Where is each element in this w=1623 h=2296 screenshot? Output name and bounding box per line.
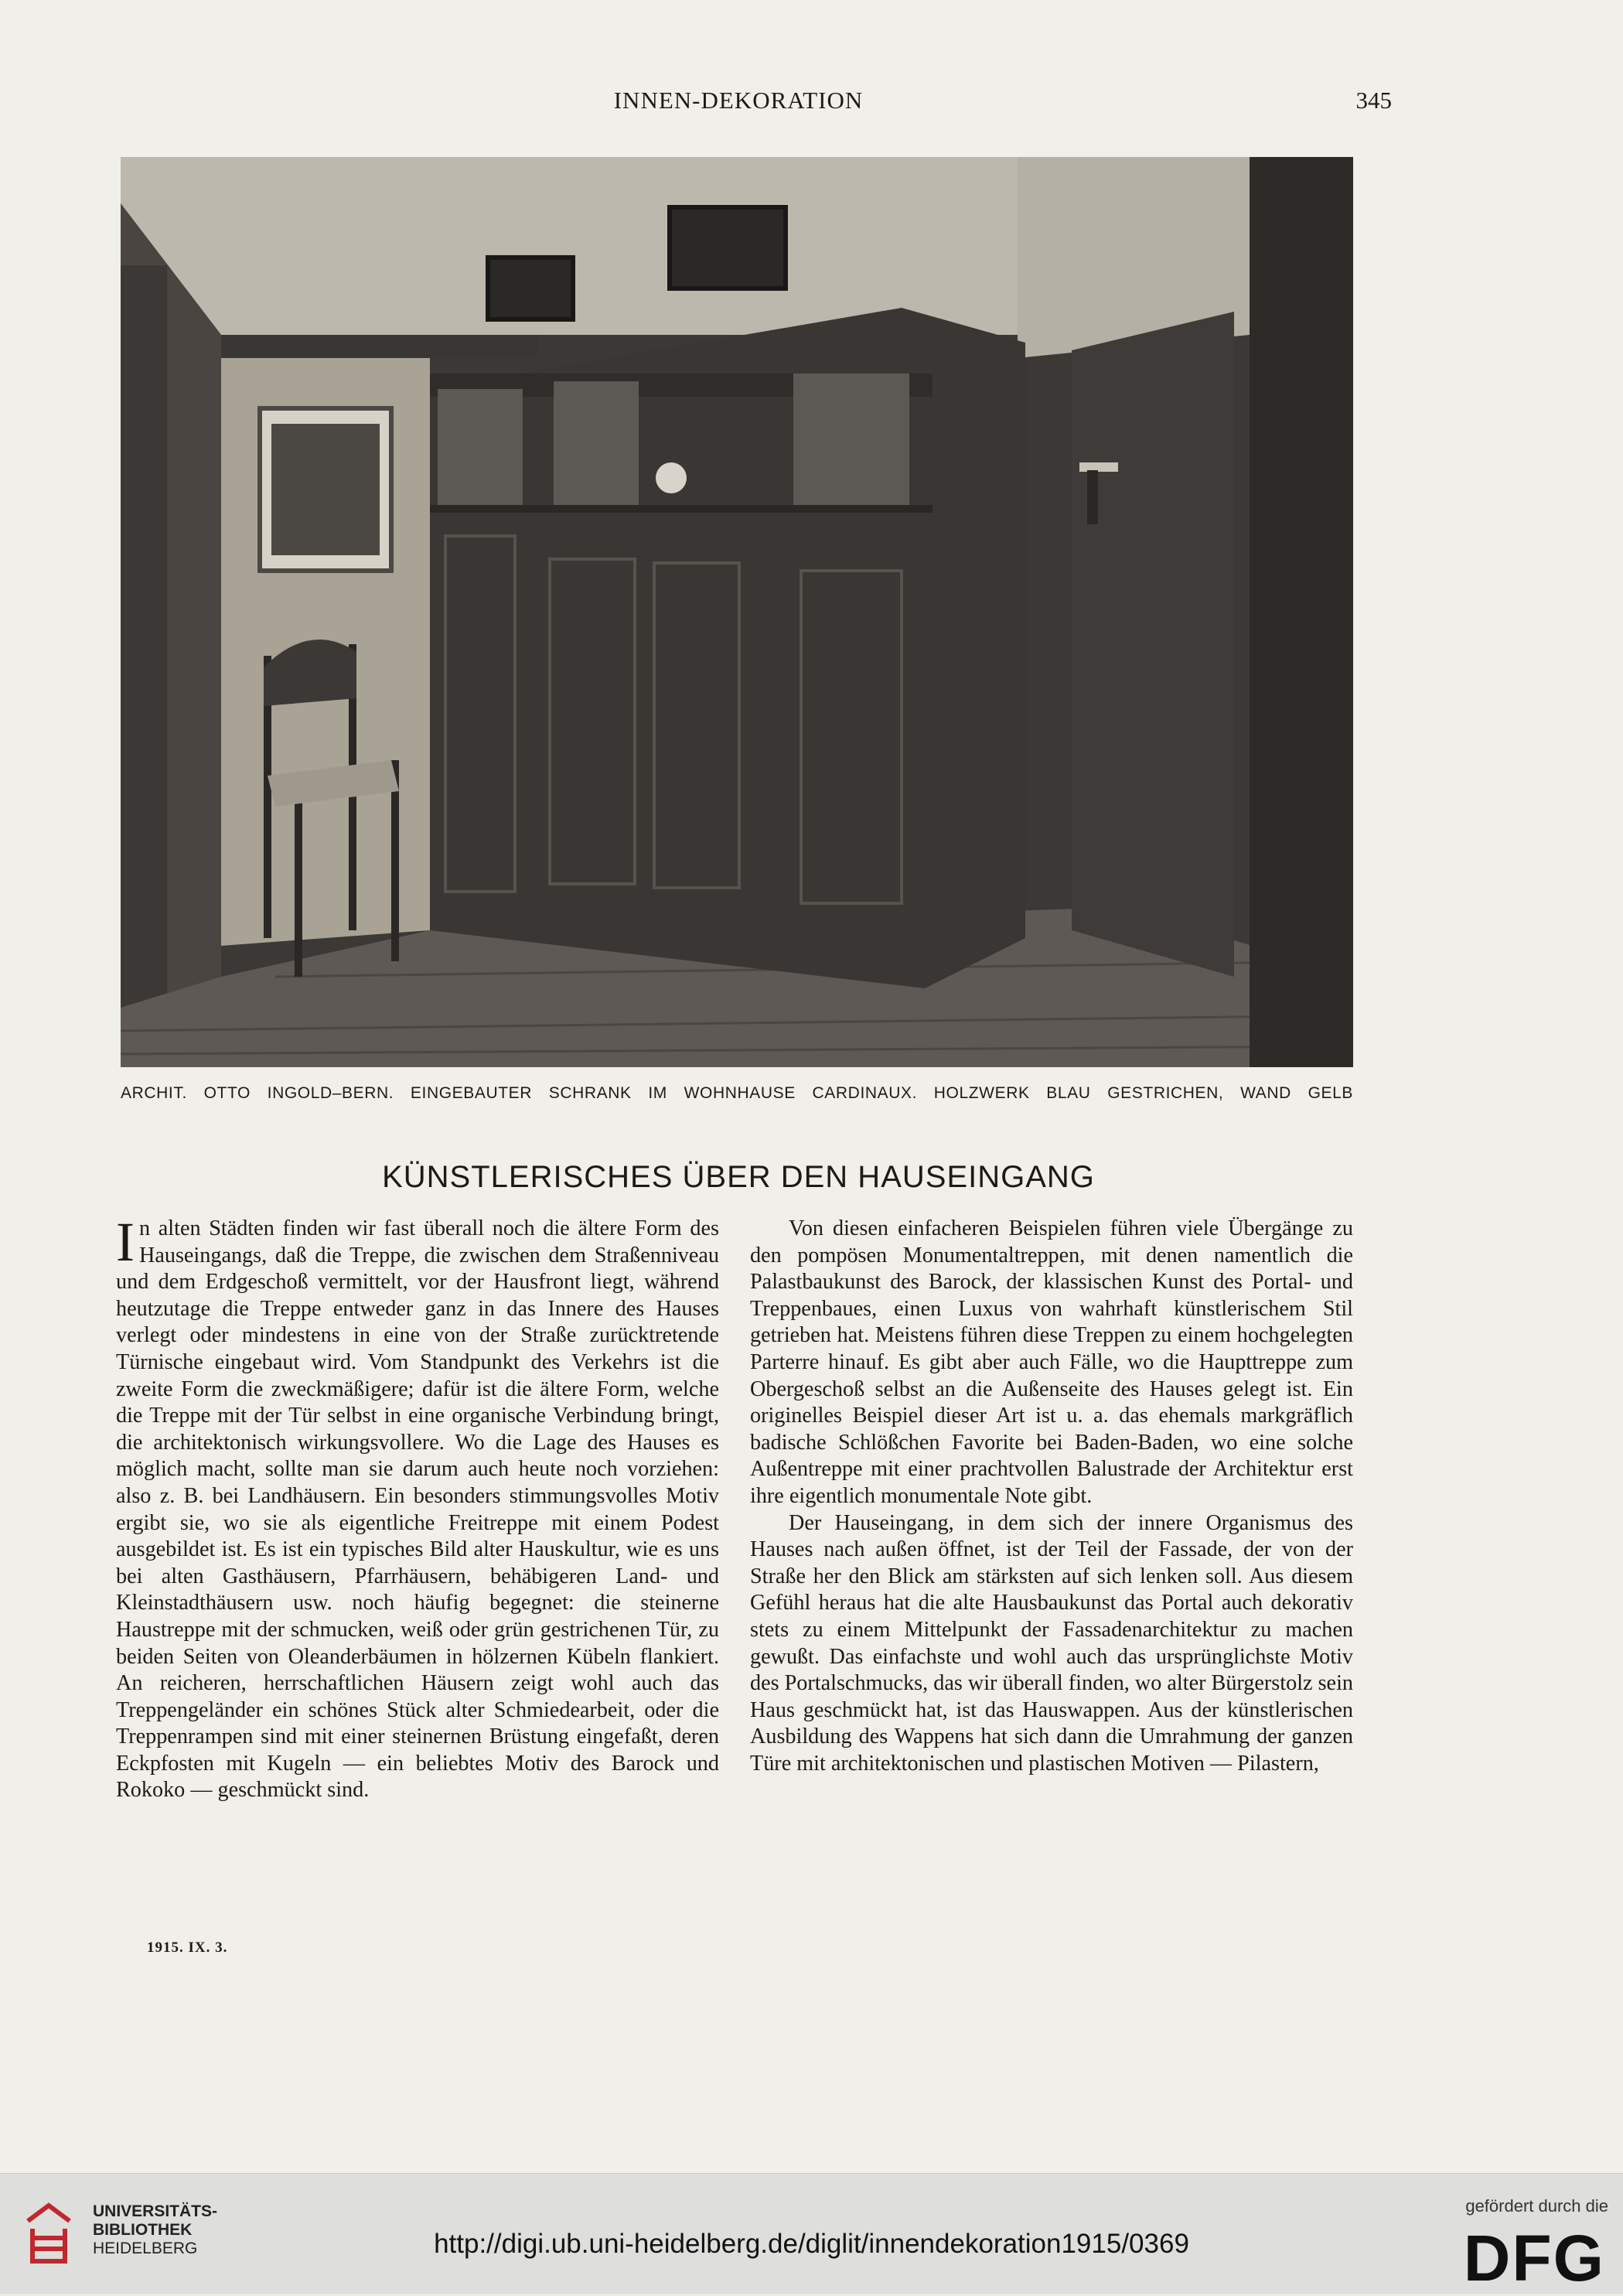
right-paragraph-1: Von diesen einfacheren Beispielen führen viele Übergänge zu den pompösen Monumentaltreppen, mit denen namentlich die Palastbaukunst des Barock, der klassischen Kunst des Portal- und Treppenbaues, einen Luxus von wahrhaft künstlerischem Stil getrieben hat. Meistens führen diese Treppen zu einem hochgelegten Parterre hinauf. Es gibt aber auch Fälle, wo die Haupttreppe zum Obergeschoß selbst an die Außenseite des Hauses gelegt ist. Ein originelles Beispiel dieser Art ist u. a. das ehemals markgräflich badische Schlößchen Favorite bei Baden-Baden, wo eine solche Außentreppe mit einer prachtvollen Balustrade der Architektur erst ihre eigentlich monumentale Note gibt. bbox=[750, 1216, 1353, 1508]
running-title: INNEN-DEKORATION bbox=[613, 87, 864, 114]
print-signature: 1915. IX. 3. bbox=[147, 1939, 228, 1956]
page-number: 345 bbox=[1355, 87, 1392, 114]
left-column bbox=[116, 1211, 719, 1804]
article-title: KÜNSTLERISCHES ÜBER DEN HAUSEINGANG bbox=[382, 1160, 1095, 1194]
funding-note: gefördert durch die bbox=[1465, 2196, 1608, 2216]
dfg-logo: DFG bbox=[1463, 2222, 1605, 2294]
left-paragraph bbox=[116, 1211, 719, 1804]
figure-caption: ARCHIT. OTTO INGOLD–BERN. EINGEBAUTER SCHRANK IM WOHNHAUSE CARDINAUX. HOLZWERK BLAU GESTRICHEN, WAND GELB bbox=[121, 1084, 1353, 1102]
drop-cap: I bbox=[116, 1211, 135, 1273]
interior-photograph bbox=[121, 157, 1353, 1067]
library-line-3: HEIDELBERG bbox=[93, 2240, 198, 2257]
left-paragraph-text: n alten Städten finden wir fast überall noch die ältere Form des Hauseingangs, daß die Treppe, die zwischen dem Straßenniveau und dem Erdgeschoß vermittelt, vor der Hausfront liegt, während heutzutage die Treppe entweder ganz in das Innere des Hauses verlegt oder mindestens in eine von der Straße zurücktretende Türnische eingebaut wird. Vom Standpunkt des Verkehrs ist die zweite Form die zweckmäßigere; dafür ist die ältere Form, welche die Treppe mit der Tür selbst in eine organische Verbindung bringt, die architektonisch wirkungsvollere. Wo die Lage des Hauses es möglich macht, sollte man sie darum auch heute noch vorziehen: also z. B. bei Landhäusern. Ein besonders stimmungsvolles Motiv ergibt sie, wo sie als eigentliche Freitreppe mit einem Podest ausgebildet ist. Es ist ein typisches Bild alter Hauskultur, wie es uns bei alten Gasthäusern, Pfarrhäusern, behäbigeren Land- und Kleinstadthäusern usw. noch häufig begegnet: die steinerne Haustreppe mit der schmucken, weiß oder grün gestrichenen Tür, zu beiden Seiten von Oleanderbäumen in hölzernen Kübeln flankiert. An reicheren, herrschaftlichen Häusern zeigt wohl auch das Treppengeländer ein schönes Stück alter Schmiedearbeit, oder die Treppenrampen sind mit einer steinernen Brüstung eingefaßt, deren Eckpfosten mit Kugeln — ein beliebtes Motiv des Barock und Rokoko — geschmückt sind. bbox=[116, 1216, 719, 1803]
library-line-1: UNIVERSITÄTS- bbox=[93, 2202, 218, 2220]
running-header bbox=[0, 87, 1623, 125]
right-column bbox=[750, 1216, 1353, 1777]
right-paragraph-2: Der Hauseingang, in dem sich der innere Organismus des Hauses nach außen öffnet, ist der Teil der Fassade, der von der Straße her den Blick am stärksten auf sich lenken soll. Aus diesem Gefühl heraus hat die alte Hausbaukunst das Portal auch dekorativ stets zu einem Mittelpunkt der Fassadenarchitektur zu machen gewußt. Das einfachste und wohl auch das ursprünglichste Motiv des Portalschmucks, das wir überall finden, wo alter Bürgerstolz sein Haus geschmückt hat, ist das Hauswappen. Aus der künstlerischen Ausbildung des Wappens hat sich dann die Umrahmung der ganzen Türe mit architektonischen und plastischen Motiven — Pilastern, bbox=[750, 1510, 1353, 1776]
permalink-url[interactable]: http://digi.ub.uni-heidelberg.de/diglit/innendekoration1915/0369 bbox=[434, 2229, 1189, 2259]
library-line-2: BIBLIOTHEK bbox=[93, 2221, 193, 2239]
